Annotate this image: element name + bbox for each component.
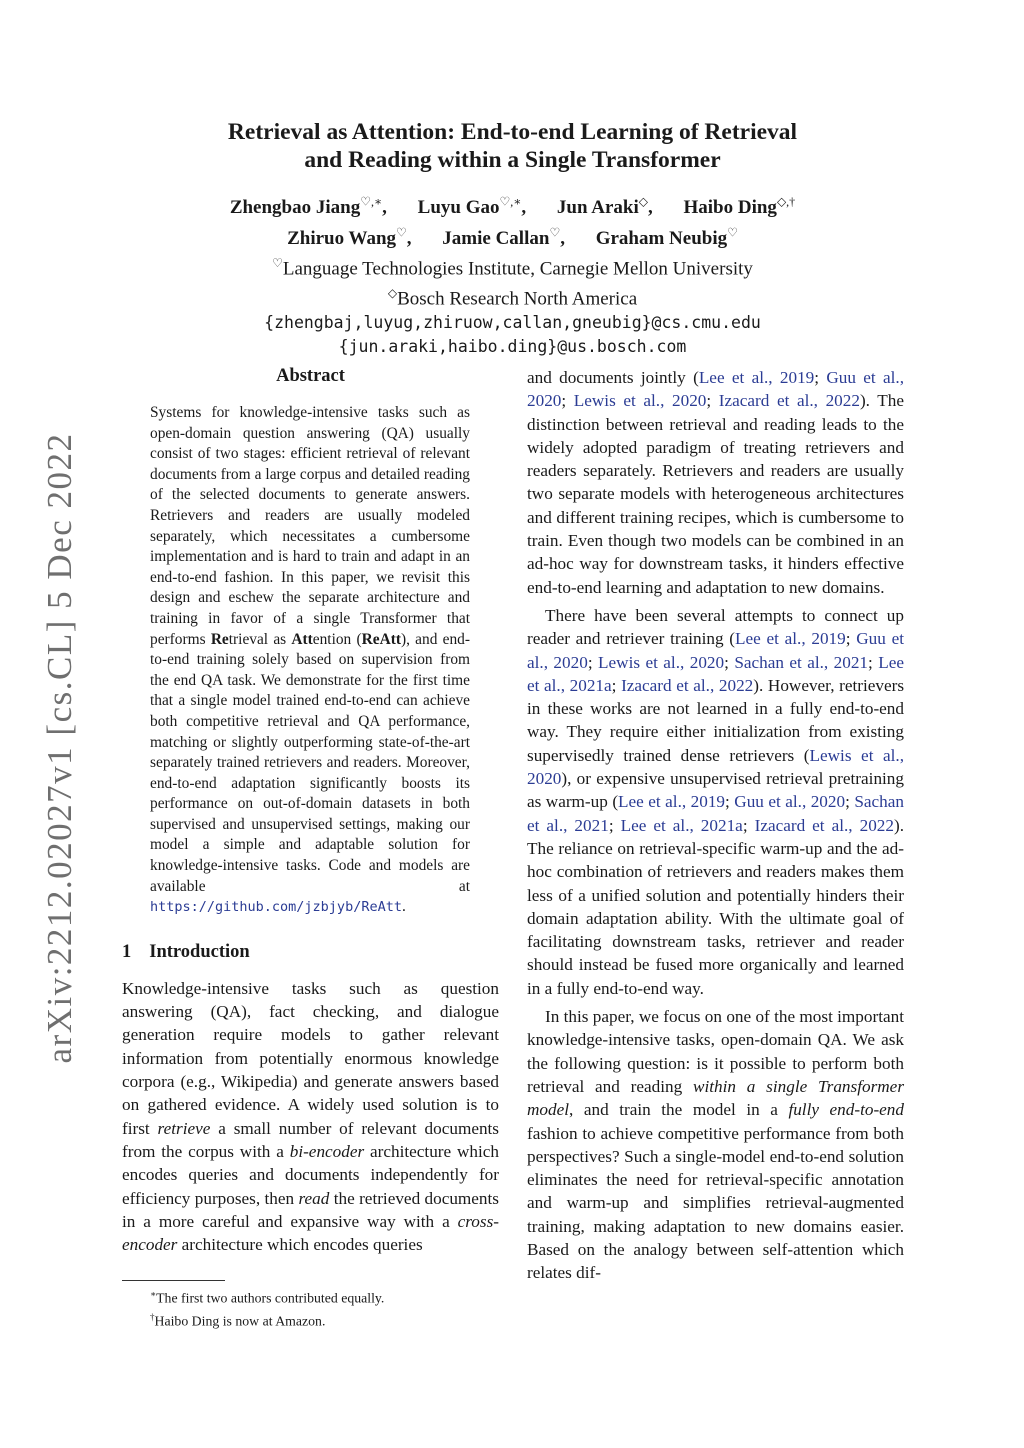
citation-link[interactable]: Lee et al., 2019 <box>698 368 815 387</box>
author-name: Zhengbao Jiang♡,∗, <box>229 195 387 219</box>
citation-link[interactable]: Lewis et al., 2020 <box>527 745 905 789</box>
author-name: Haibo Ding◇,† <box>683 195 796 219</box>
citation-link[interactable]: Lewis et al., 2020 <box>573 391 707 411</box>
arxiv-identifier-stamp: arXiv:2212.02027v1 [cs.CL] 5 Dec 2022 <box>40 432 79 1064</box>
citation-link[interactable]: Lee et al., 2019 <box>735 629 846 649</box>
citation-link[interactable]: Guu et al., 2020 <box>527 368 904 411</box>
code-url-link[interactable]: https://github.com/jzbjyb/ReAtt <box>150 899 402 916</box>
citation-link[interactable]: Sachan et al., 2021 <box>527 792 904 835</box>
author-name: Graham Neubig♡ <box>595 225 738 249</box>
intro-paragraph-1: Knowledge-intensive tasks such as question answering (QA), fact checking, and dialogue generation require models to gather relevant information from potentially enormous knowledge corpora (e.g., Wikipedia) and generate answers based on gathered evidence. A widely used solution is to first retrieve a small number of relevant documents from the corpus with a bi-encoder architecture which encodes queries and documents independently for efficiency purposes, then read the retrieved documents in a more careful and expansive way with a cross-encoder architecture which encodes queries <box>122 978 500 1255</box>
citation-link[interactable]: Lee et al., 2019 <box>618 792 726 812</box>
citation-link[interactable]: Lewis et al., 2020 <box>598 652 725 672</box>
citation-link[interactable]: Guu et al., 2020 <box>734 792 846 812</box>
paper-header <box>150 118 875 359</box>
abstract-text: Systems for knowledge-intensive tasks such as open-domain question answering (QA) usually consist of two stages: efficient retrieval of relevant documents from a large corpus and detailed reading of the selected documents to generate answers. Retrievers and readers are usually modeled separately, which necessitates a cumbersome implementation and is hard to train and adapt in an end-to-end fashion. In this paper, we revisit this design and eschew the separate architecture and training in favor of a single Transformer that performs Retrieval as Attention (ReAtt), and end-to-end training solely based on supervision from the end QA task. We demonstrate for the first time that a single model trained end-to-end can achieve both competitive retrieval and QA performance, matching or slightly outperforming state-of-the-art separately trained retrievers and readers. Moreover, end-to-end adaptation significantly boosts its performance on out-of-domain datasets in both supervised and unsupervised settings, making our model a simple and adaptable solution for knowledge-intensive tasks. Code and models are available at https://github.com/jzbjyb/ReAtt. <box>150 404 470 916</box>
author-name: Luyu Gao♡,∗, <box>417 195 527 219</box>
citation-link[interactable]: Izacard et al., 2022 <box>718 391 860 411</box>
right-column <box>527 366 904 1285</box>
section-heading-introduction: 1 Introduction <box>122 941 250 962</box>
author-list <box>150 190 875 251</box>
intro-paragraph-2: There have been several attempts to connect up reader and retriever training (Lee et al., 2019; Guu et al., 2020; Lewis et al., 2020; Sachan et al., 2021; Lee et al., 2021a; Izacard et al., 2022). However, retrievers in these works are not learned in a fully end-to-end way. They require either initialization from existing supervisedly trained dense retrievers (Lewis et al., 2020), or expensive unsupervised retrieval pretraining as warm-up (Lee et al., 2019; Guu et al., 2020; Sachan et al., 2021; Lee et al., 2021a; Izacard et al., 2022). The reliance on retrieval-specific warm-up and the ad-hoc combination of retrievers and readers makes them less of a unified solution and potentially hinders their domain adaptation ability. With the ultimate goal of facilitating downstream tasks, retriever and reader should instead be fused more organically and learned in a fully end-to-end way. <box>527 605 905 998</box>
title-line-2: and Reading within a Single Transformer <box>304 147 721 173</box>
affiliation-cmu: ♡Language Technologies Institute, Carnegie Mellon University <box>272 255 753 279</box>
author-row-2 <box>150 220 875 250</box>
citation-link[interactable]: Lee et al., 2021a <box>620 815 743 835</box>
intro-paragraph-continued: and documents jointly (Lee et al., 2019; Guu et al., 2020; Lewis et al., 2020; Izacard et al., 2022). The distinction between retrieval and reading leads to the widely adopted paradigm of treating retrievers and readers separately. Retrievers and readers are usually two separate models with heterogeneous architectures and different training recipes, which is cumbersome to train. Even though two models can be combined in an ad-hoc way for downstream tasks, it hinders effective end-to-end learning and adaptation to new domains. <box>527 368 904 597</box>
author-name: Jamie Callan♡, <box>442 225 565 249</box>
footnote-equal-contribution: ∗The first two authors contributed equally. <box>150 1289 385 1306</box>
footnote-amazon: †Haibo Ding is now at Amazon. <box>150 1312 326 1329</box>
affiliation-bosch: ◇Bosch Research North America <box>387 285 638 310</box>
paper-title <box>150 118 875 174</box>
author-row-1 <box>150 190 875 220</box>
citation-link[interactable]: Sachan et al., 2021 <box>734 652 869 672</box>
email-bosch: {jun.araki,haibo.ding}@us.bosch.com <box>338 337 687 357</box>
footnote-divider <box>122 1280 225 1281</box>
intro-paragraph-3: In this paper, we focus on one of the most important knowledge-intensive tasks, open-domain QA. We ask the following question: is it possible to perform both retrieval and reading within a single Transformer model, and train the model in a fully end-to-end fashion to achieve competitive performance from both perspectives? Such a single-model end-to-end solution eliminates the need for retrieval-specific annotation and warm-up and simplifies retrieval-augmented training, making adaptation to new domains easier. Based on the analogy between self-attention which relates dif- <box>527 1007 905 1283</box>
title-line-1: Retrieval as Attention: End-to-end Learning of Retrieval <box>227 119 798 145</box>
left-column <box>122 366 499 1331</box>
citation-link[interactable]: Guu et al., 2020 <box>527 629 904 672</box>
citation-link[interactable]: Izacard et al., 2022 <box>754 815 894 835</box>
email-cmu: {zhengbaj,luyug,zhiruow,callan,gneubig}@cs.cmu.edu <box>264 313 761 333</box>
abstract-heading: Abstract <box>276 366 345 386</box>
author-name: Jun Araki◇, <box>556 195 653 219</box>
author-name: Zhiruo Wang♡, <box>287 225 412 249</box>
citation-link[interactable]: Lee et al., 2021a <box>527 652 905 695</box>
citation-link[interactable]: Izacard et al., 2022 <box>621 675 754 695</box>
